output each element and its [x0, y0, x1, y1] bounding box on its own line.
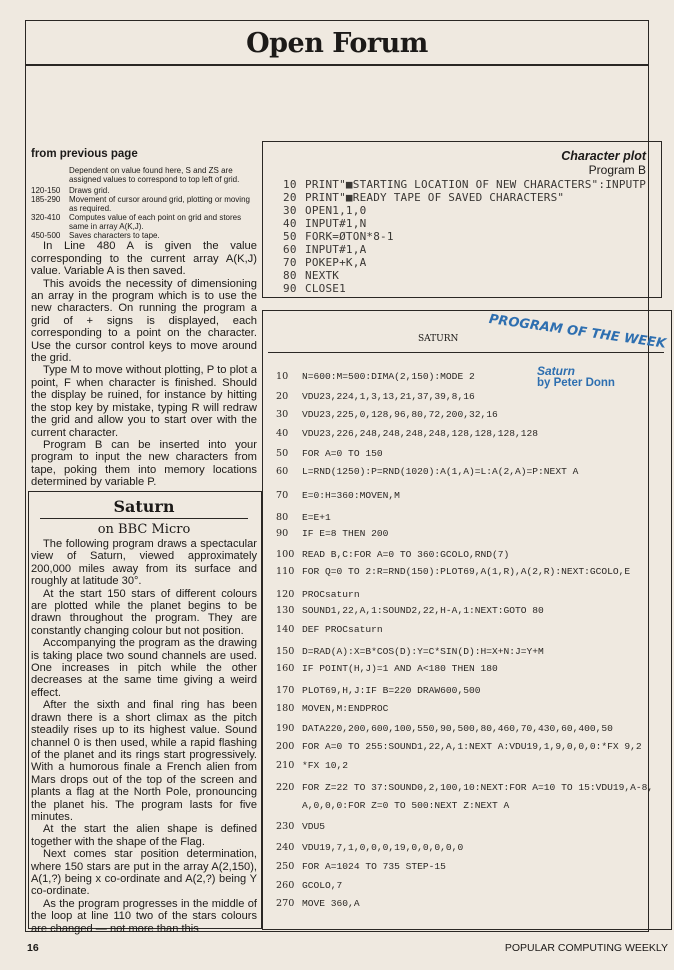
line-number: 260: [276, 880, 295, 891]
code-line: FOR Z=22 TO 37:SOUND0,2,100,10:NEXT:FOR A=10 TO 15:VDU19,A-8,: [302, 782, 654, 793]
program-of-the-week-banner: PROGRAM OF THE WEEK: [487, 312, 667, 352]
code-line: N=600:M=500:DIMA(2,150):MODE 2: [302, 371, 475, 382]
line-number: 70: [276, 490, 289, 501]
listing-title: Saturn: [537, 364, 576, 378]
table-intro: Dependent on value found here, S and ZS are assigned values to correspond to top left of grid.: [69, 166, 240, 185]
continuation-column: [31, 148, 257, 489]
code-line: MOVEN,M:ENDPROC: [302, 703, 389, 714]
line-number: 230: [276, 821, 295, 832]
code-line: PROCsaturn: [302, 589, 360, 600]
line-number: 90: [276, 528, 289, 539]
code-text: POKEP+K,A: [305, 256, 367, 269]
line-number: 40: [276, 428, 289, 439]
code-text: OPEN1,1,0: [305, 204, 367, 217]
code-text: NEXTK: [305, 269, 340, 282]
line-number: 50: [276, 448, 289, 459]
body-paragraph: This avoids the necessity of dimensioning an array in the program which is to use the new characters. On running the program a grid of + signs is displayed, each corresponding to a point on the character. Use the cursor control keys to move around the grid.: [31, 277, 257, 365]
code-line: D=RAD(A):X=B*COS(D):Y=C*SIN(D):H=X+N:J=Y+M: [302, 646, 544, 657]
line-number: 20: [283, 191, 297, 204]
code-line: [283, 243, 366, 256]
line-number: 80: [276, 512, 289, 523]
listing-heading-rule: [268, 352, 664, 353]
title-rule: [25, 64, 649, 66]
line-number: 130: [276, 605, 295, 616]
code-line: IF POINT(H,J)=1 AND A<180 THEN 180: [302, 663, 498, 674]
line-number: 70: [283, 256, 297, 269]
range-cell: 320-410: [31, 213, 61, 223]
desc-cell: Draws grid.: [69, 186, 110, 196]
line-number: 270: [276, 898, 295, 909]
table-row: [31, 231, 257, 240]
code-line: MOVE 360,A: [302, 898, 360, 909]
line-number: 180: [276, 703, 295, 714]
code-line: [283, 230, 394, 243]
desc-cell: Movement of cursor around grid, plotting or moving as required.: [69, 195, 250, 214]
page-number: 16: [27, 942, 39, 954]
line-number: 110: [276, 566, 295, 577]
code-line: SOUND1,22,A,1:SOUND2,22,H-A,1:NEXT:GOTO 80: [302, 605, 544, 616]
line-number: 60: [276, 466, 289, 477]
code-line: VDU5: [302, 821, 326, 832]
code-line: [283, 256, 366, 269]
line-number: 250: [276, 861, 295, 872]
code-line: [283, 217, 366, 230]
table-row: [31, 186, 257, 195]
body-paragraph: At the start the alien shape is defined together with the shape of the Flag.: [31, 823, 257, 848]
code-line: [283, 204, 366, 217]
code-line: READ B,C:FOR A=0 TO 360:GCOLO,RND(7): [302, 549, 510, 560]
line-number: 100: [276, 549, 295, 560]
line-number: 150: [276, 646, 295, 657]
code-line: PLOT69,H,J:IF B=220 DRAW600,500: [302, 685, 481, 696]
code-line: FOR A=0 TO 255:SOUND1,22,A,1:NEXT A:VDU19,1,9,0,0,0:*FX 9,2: [302, 741, 642, 752]
code-line: VDU23,224,1,3,13,21,37,39,8,16: [302, 391, 475, 402]
body-paragraph: Type M to move without plotting, P to plot a point, F when character is finished. Should the display be ruined, for instance by hitting the stop key by mistake, typing R will redraw the grid and allow you to start over with the current character.: [31, 364, 257, 439]
code-line: FOR A=0 TO 150: [302, 448, 383, 459]
article-heading: Saturn: [113, 497, 175, 516]
body-paragraph: At the start 150 stars of different colours are plotted while the planet begins to be drawn throughout the program. They are constantly changing colour but not position.: [31, 587, 257, 637]
desc-cell: Saves characters to tape.: [69, 231, 160, 241]
code-text: CLOSE1: [305, 282, 346, 295]
continued-heading: from previous page: [31, 148, 138, 160]
code-line: E=E+1: [302, 512, 331, 523]
code-line: VDU23,226,248,248,248,248,128,128,128,128: [302, 428, 539, 439]
code-line: IF E=8 THEN 200: [302, 528, 389, 539]
code-line: A,0,0,0:FOR Z=0 TO 500:NEXT Z:NEXT A: [302, 800, 510, 811]
line-number: 20: [276, 391, 289, 402]
character-plot-title: Character plot: [561, 149, 646, 163]
code-text: FORK=ØTON*8-1: [305, 230, 394, 243]
heading-rule: [40, 518, 248, 519]
line-number: 60: [283, 243, 297, 256]
range-cell: 120-150: [31, 186, 61, 196]
code-text: INPUT#1,A: [305, 243, 367, 256]
code-text: PRINT"■READY TAPE OF SAVED CHARACTERS": [305, 191, 565, 204]
listing-author: by Peter Donn: [537, 377, 615, 389]
line-number: 170: [276, 685, 295, 696]
code-line: [283, 269, 339, 282]
line-number: 90: [283, 282, 297, 295]
line-number: 80: [283, 269, 297, 282]
line-number: 120: [276, 589, 295, 600]
range-cell: 185-290: [31, 195, 61, 205]
code-line: L=RND(1250):P=RND(1020):A(1,A)=L:A(2,A)=P:NEXT A: [302, 466, 579, 477]
range-cell: 450-500: [31, 231, 61, 241]
article-body: [31, 538, 257, 935]
body-paragraph: The following program draws a spectacular view of Saturn, viewed approximately 200,000 miles away from its surface and roughly at latitude 30°.: [31, 538, 257, 588]
code-line: [283, 282, 346, 295]
page-title: Open Forum: [246, 28, 428, 59]
code-line: FOR Q=0 TO 2:R=RND(150):PLOT69,A(1,R),A(2,R):NEXT:GCOLO,E: [302, 566, 631, 577]
code-line: GCOLO,7: [302, 880, 343, 891]
code-text: INPUT#1,N: [305, 217, 367, 230]
code-line: [283, 178, 646, 191]
line-number: 160: [276, 663, 295, 674]
code-line: DEF PROCsaturn: [302, 624, 383, 635]
line-number: 220: [276, 782, 295, 793]
code-text: PRINT"■STARTING LOCATION OF NEW CHARACTERS":INPUTP: [305, 178, 647, 191]
body-paragraph: Program B can be inserted into your program to input the new characters from tape, poking them into memory locations determined by variable P.: [31, 438, 257, 489]
desc-cell: Computes value of each point on grid and stores same in array A(K,J).: [69, 213, 242, 232]
line-number: 10: [283, 178, 297, 191]
line-number: 190: [276, 723, 295, 734]
code-line: [283, 191, 564, 204]
line-number: 200: [276, 741, 295, 752]
line-number: 40: [283, 217, 297, 230]
saturn-listing-box: [262, 310, 672, 930]
line-number: 210: [276, 760, 295, 771]
line-number: 30: [276, 409, 289, 420]
line-number: 50: [283, 230, 297, 243]
code-line: FOR A=1024 TO 735 STEP-15: [302, 861, 446, 872]
body-paragraph: Accompanying the program as the drawing is taking place two sound channels are used. One increases in pitch while the other decreases at the same time giving a weird effect.: [31, 637, 257, 699]
body-paragraph: In Line 480 A is given the value corresponding to the current array A(K,J) value. Variable A is then saved.: [31, 240, 257, 278]
line-number: 140: [276, 624, 295, 635]
line-number: 10: [276, 371, 289, 382]
body-paragraph: Next comes star position determination, where 150 stars are put in the array A(2,150), A(1,?) being x co-ordinate and A(2,?) being Y co-ordinate.: [31, 848, 257, 898]
listing-heading: SATURN: [418, 334, 459, 344]
table-row: [31, 213, 257, 231]
code-line: DATA220,200,600,100,550,90,500,80,460,70,430,60,400,50: [302, 723, 613, 734]
line-number: 30: [283, 204, 297, 217]
article-subheading: on BBC Micro: [97, 522, 191, 537]
magazine-name: POPULAR COMPUTING WEEKLY: [504, 942, 668, 954]
code-line: *FX 10,2: [302, 760, 349, 771]
character-plot-subtitle: Program B: [588, 163, 646, 177]
line-range-table: [31, 186, 257, 240]
code-line: VDU19,7,1,0,0,0,19,0,0,0,0,0: [302, 842, 464, 853]
line-number: 240: [276, 842, 295, 853]
code-line: E=0:H=360:MOVEN,M: [302, 490, 400, 501]
body-paragraph: As the program progresses in the middle of the loop at line 110 two of the stars colours are changed — not more than this: [31, 897, 257, 935]
table-row: [31, 195, 257, 213]
code-line: VDU23,225,0,128,96,80,72,200,32,16: [302, 409, 498, 420]
body-paragraph: After the sixth and final ring has been drawn there is a short climax as the pitch steadily rises up to its highest value. Sound channel 0 is then used, while a rapid flashing of the planet and its rings start progressively. With a humorous finale a French alien from Mars drops out of the top of the screen and plants a flag at the North Pole, pronouncing the planet his. The program lasts for five minutes.: [31, 699, 257, 823]
